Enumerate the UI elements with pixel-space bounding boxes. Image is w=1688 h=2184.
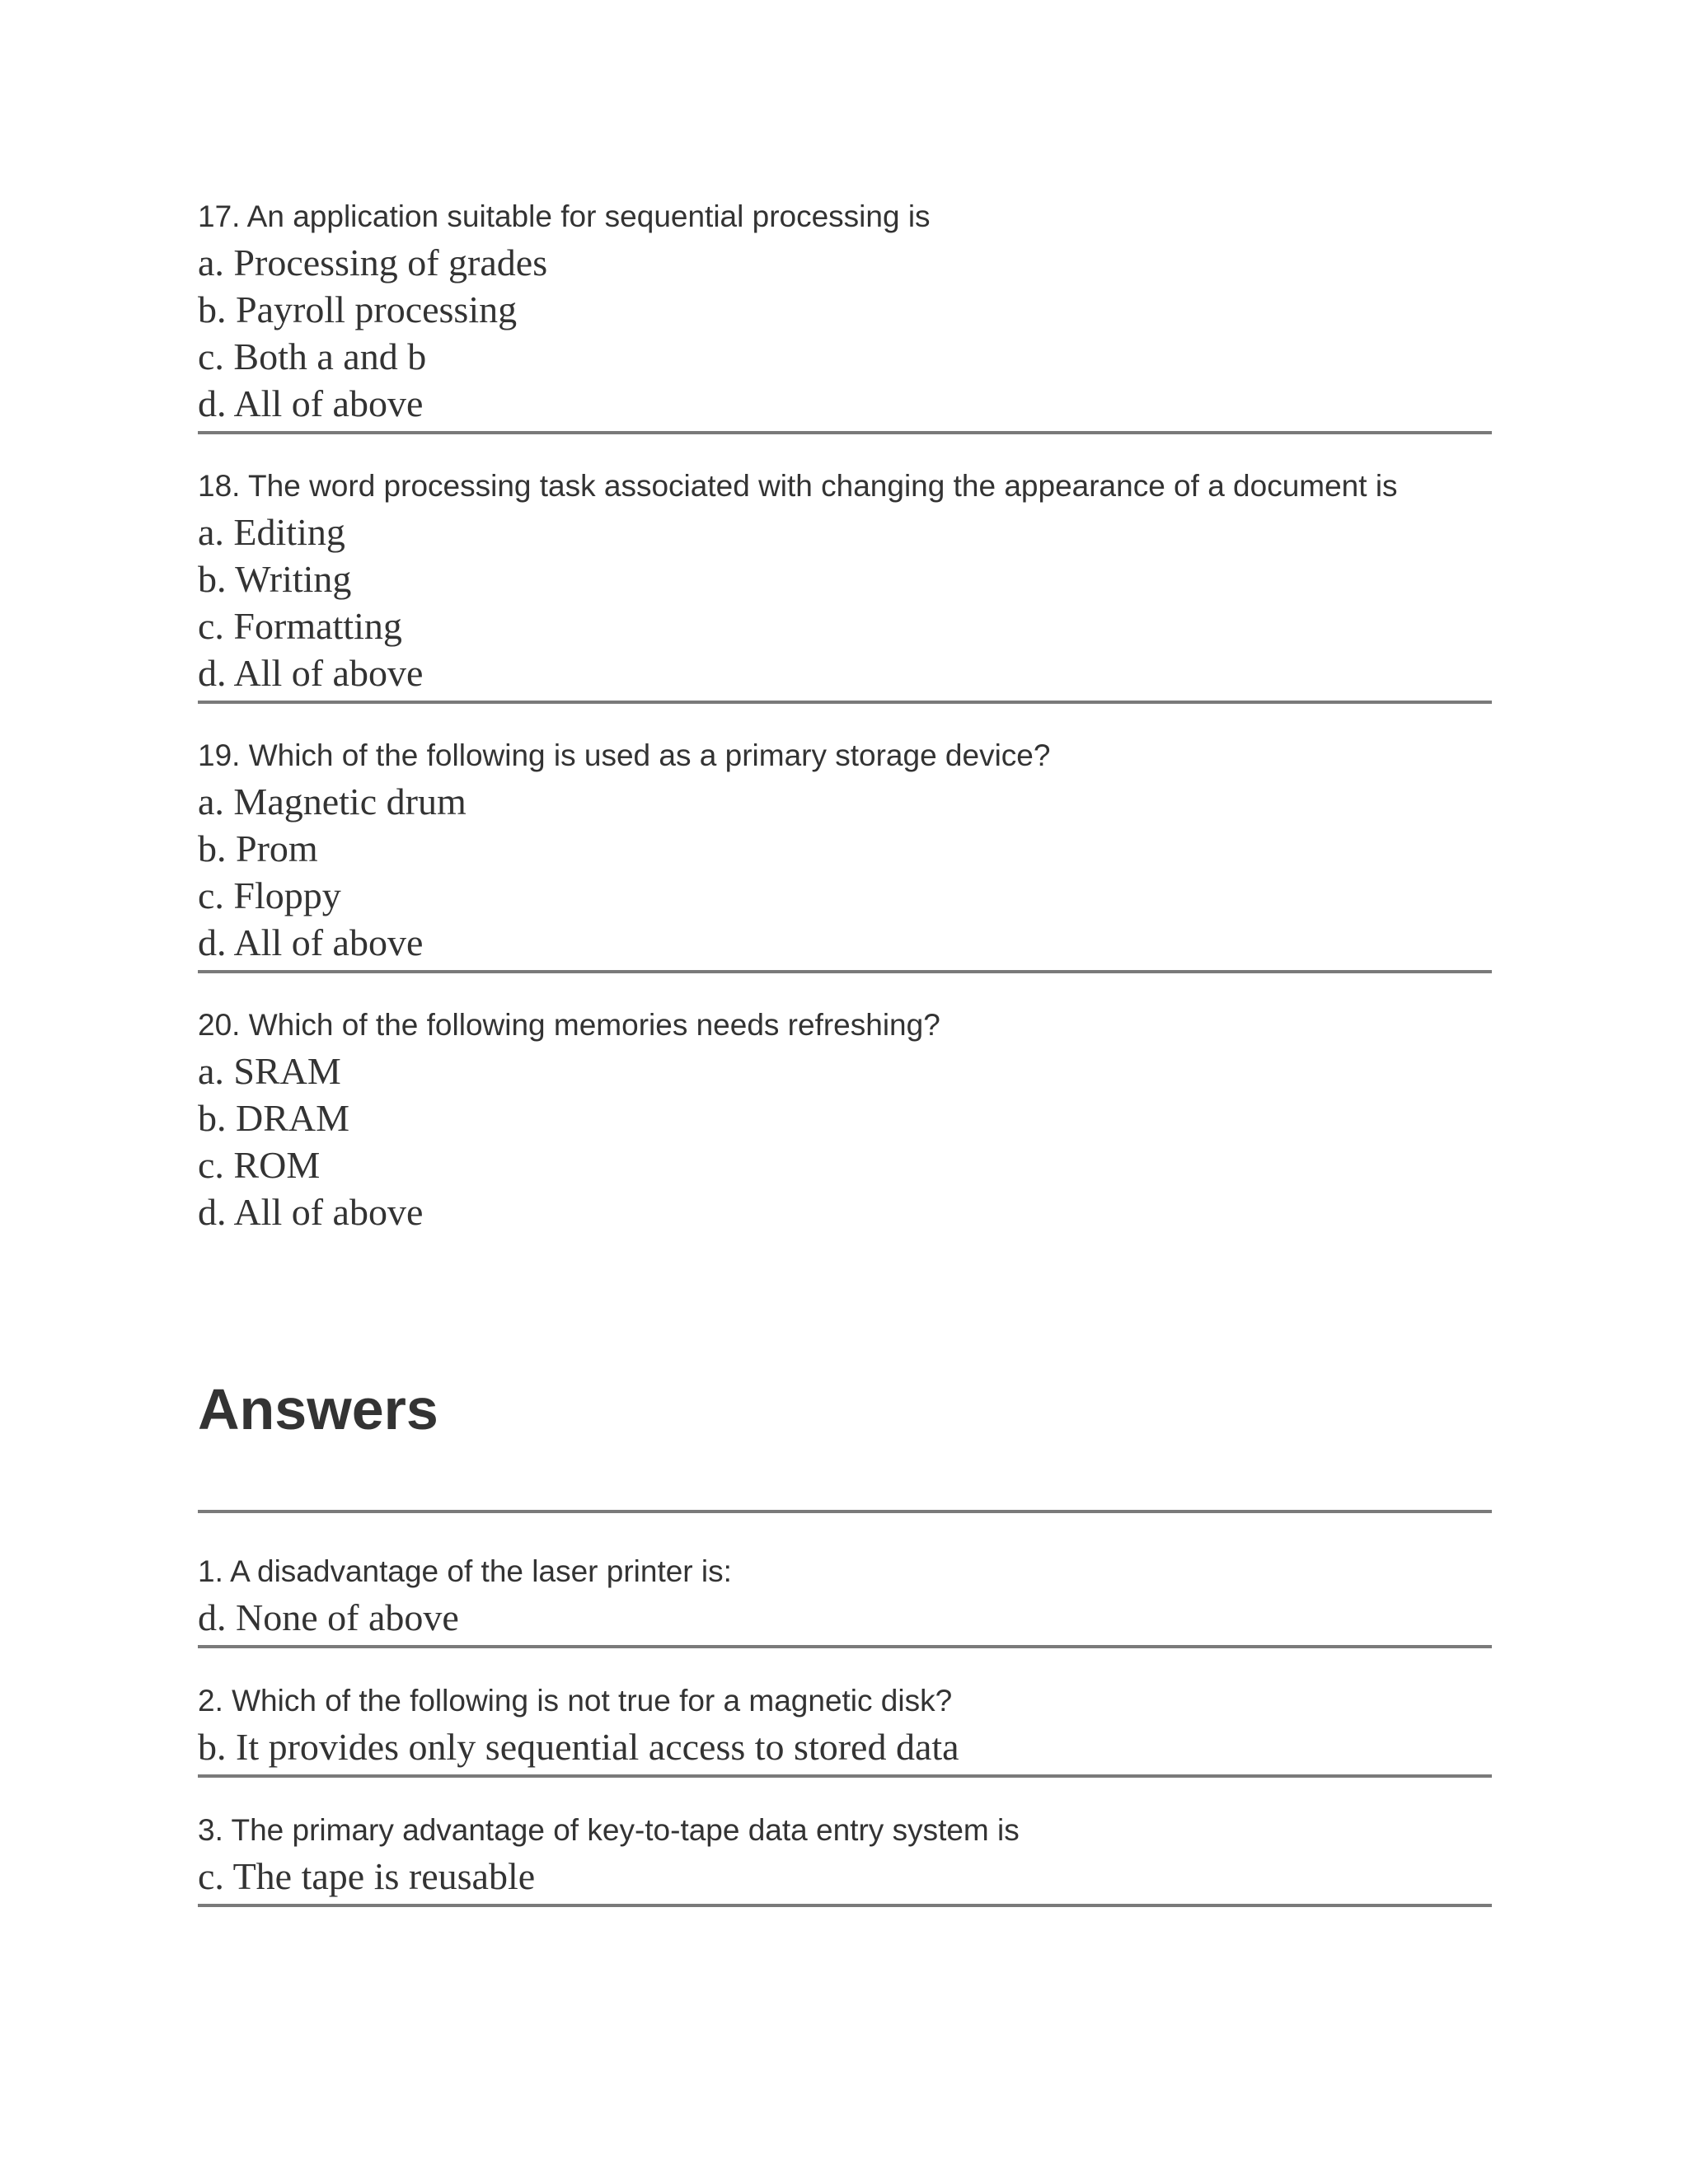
- answer-text: d. None of above: [198, 1596, 459, 1638]
- divider: [198, 1904, 1492, 1907]
- option-c: c. ROM: [198, 1144, 321, 1186]
- divider: [198, 1510, 1492, 1513]
- option-c: c. Formatting: [198, 605, 402, 647]
- option-b: b. Writing: [198, 558, 352, 600]
- option-c: c. Both a and b: [198, 335, 427, 377]
- answers-list: [198, 1549, 1492, 1938]
- answer-1: [198, 1549, 1492, 1679]
- question-text: 18. The word processing task associated with changing the appearance of a document is: [198, 469, 1398, 503]
- answer-question-text: 1. A disadvantage of the laser printer is:: [198, 1554, 732, 1588]
- divider: [198, 970, 1492, 973]
- option-d: d. All of above: [198, 1191, 424, 1233]
- option-a: a. Editing: [198, 511, 345, 553]
- question-list: [198, 194, 1492, 1272]
- answer-question-text: 2. Which of the following is not true for a magnetic disk?: [198, 1684, 953, 1718]
- option-d: d. All of above: [198, 382, 424, 424]
- option-c: c. Floppy: [198, 874, 341, 916]
- option-b: b. Prom: [198, 827, 318, 869]
- divider: [198, 701, 1492, 704]
- divider: [198, 1645, 1492, 1648]
- option-a: a. SRAM: [198, 1050, 341, 1092]
- question-17: [198, 194, 1492, 464]
- answer-3: [198, 1808, 1492, 1938]
- option-b: b. DRAM: [198, 1097, 350, 1139]
- question-text: 20. Which of the following memories needs refreshing?: [198, 1008, 940, 1042]
- question-19: [198, 733, 1492, 1003]
- option-b: b. Payroll processing: [198, 288, 518, 330]
- divider: [198, 1774, 1492, 1778]
- question-18: [198, 464, 1492, 733]
- question-text: 19. Which of the following is used as a primary storage device?: [198, 738, 1051, 772]
- option-d: d. All of above: [198, 921, 424, 963]
- question-text: 17. An application suitable for sequential processing is: [198, 199, 931, 233]
- answer-2: [198, 1679, 1492, 1808]
- answer-text: b. It provides only sequential access to stored data: [198, 1726, 959, 1768]
- option-d: d. All of above: [198, 652, 424, 694]
- answers-heading: Answers: [198, 1377, 438, 1441]
- divider: [198, 431, 1492, 434]
- answer-question-text: 3. The primary advantage of key-to-tape data entry system is: [198, 1813, 1020, 1847]
- option-a: a. Processing of grades: [198, 241, 548, 284]
- answer-text: c. The tape is reusable: [198, 1855, 536, 1897]
- question-20: [198, 1003, 1492, 1272]
- option-a: a. Magnetic drum: [198, 780, 467, 823]
